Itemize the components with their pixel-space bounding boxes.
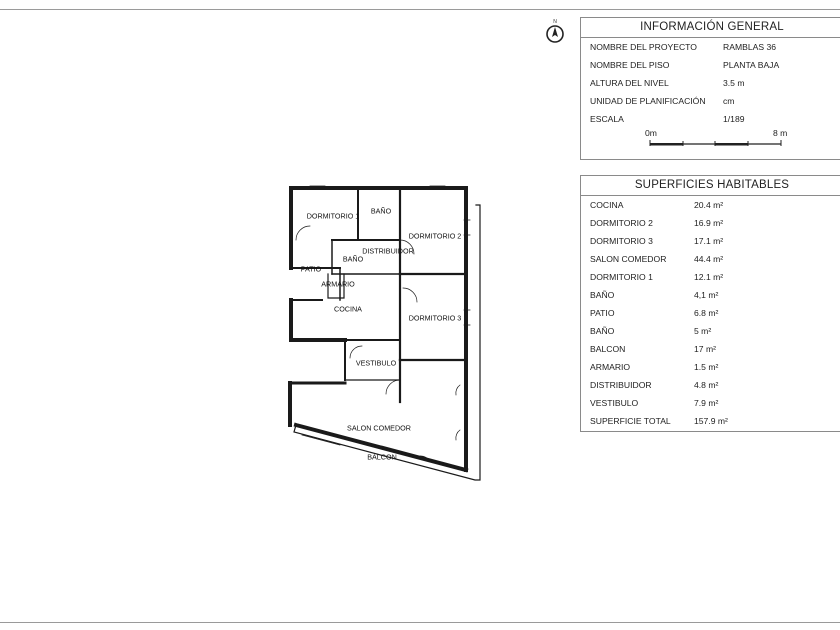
- surface-row-distribuidor: DISTRIBUIDOR 4.8 m²: [590, 380, 719, 390]
- surface-row-bano-2: BAÑO 5 m²: [590, 326, 712, 336]
- scale-start-label: 0m: [645, 128, 657, 138]
- bottom-border-line: [0, 622, 840, 623]
- surfaces-title: SUPERFICIES HABITABLES: [581, 176, 840, 196]
- general-info-title: INFORMACIÓN GENERAL: [581, 18, 840, 38]
- room-label-distribuidor: DISTRIBUIDOR: [362, 246, 414, 256]
- scale-bar: [581, 128, 840, 154]
- room-label-dormitorio-1: DORMITORIO 1: [306, 211, 360, 221]
- info-row-scale: ESCALA 1/189: [590, 114, 745, 124]
- info-row-floor: NOMBRE DEL PISO PLANTA BAJA: [590, 60, 780, 70]
- surface-row-total: SUPERFICIE TOTAL 157.9 m²: [590, 416, 728, 426]
- room-label-balcon: BALCON: [367, 452, 397, 462]
- scale-end-label: 8 m: [773, 128, 788, 138]
- surface-row-cocina: COCINA 20.4 m²: [590, 200, 724, 210]
- info-row-project: NOMBRE DEL PROYECTO RAMBLAS 36: [590, 42, 777, 52]
- info-row-height: ALTURA DEL NIVEL 3.5 m: [590, 78, 745, 88]
- room-label-vestibulo: VESTIBULO: [355, 358, 397, 368]
- surface-row-armario: ARMARIO 1.5 m²: [590, 362, 719, 372]
- room-label-armario: ARMARIO: [321, 279, 355, 289]
- surface-row-patio: PATIO 6.8 m²: [590, 308, 719, 318]
- surfaces-panel: [580, 175, 840, 432]
- surface-row-dormitorio-1: DORMITORIO 1 12.1 m²: [590, 272, 724, 282]
- surface-row-bano-1: BAÑO 4,1 m²: [590, 290, 719, 300]
- north-compass-icon: [544, 18, 566, 46]
- room-label-salon-comedor: SALON COMEDOR: [347, 423, 411, 433]
- room-label-bano-2: BAÑO: [342, 254, 364, 264]
- floor-plan: [280, 180, 500, 505]
- room-label-patio: PATIO: [300, 264, 322, 274]
- compass-north-letter: N: [553, 19, 557, 25]
- surface-row-vestibulo: VESTIBULO 7.9 m²: [590, 398, 719, 408]
- surface-row-dormitorio-2: DORMITORIO 2 16.9 m²: [590, 218, 724, 228]
- room-label-cocina: COCINA: [334, 304, 362, 314]
- room-label-dormitorio-2: DORMITORIO 2: [408, 231, 462, 241]
- surface-row-salon-comedor: SALON COMEDOR 44.4 m²: [590, 254, 724, 264]
- scale-bar-graphic: [581, 140, 840, 152]
- room-label-dormitorio-3: DORMITORIO 3: [408, 313, 462, 323]
- surface-row-dormitorio-3: DORMITORIO 3 17.1 m²: [590, 236, 724, 246]
- general-info-panel: [580, 17, 840, 160]
- info-row-unit: UNIDAD DE PLANIFICACIÓN cm: [590, 96, 735, 106]
- surface-row-balcon: BALCON 17 m²: [590, 344, 716, 354]
- room-label-bano-1: BAÑO: [370, 206, 392, 216]
- top-border-line: [0, 9, 840, 10]
